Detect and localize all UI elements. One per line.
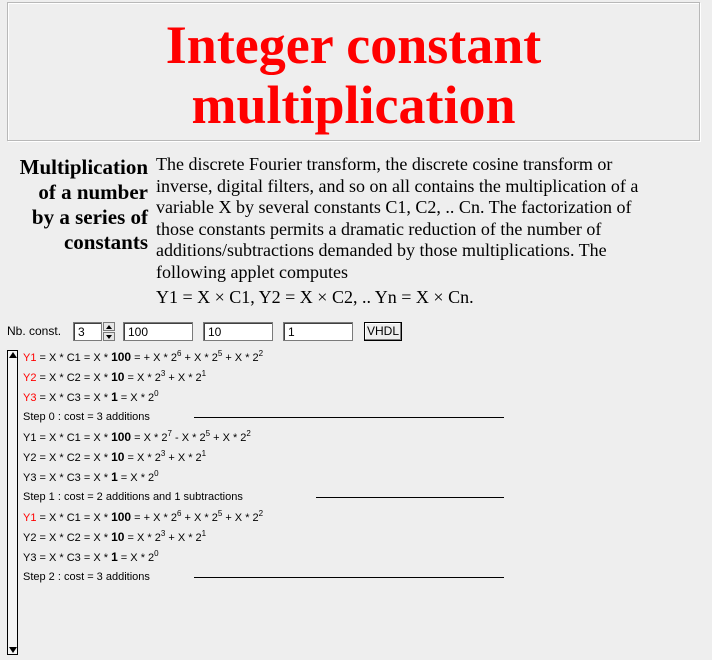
result-variable: Y1 xyxy=(23,432,37,444)
result-variable: Y2 xyxy=(23,532,37,544)
term-exponent: 5 xyxy=(217,509,223,518)
formula: Y1 = X × C1, Y2 = X × C2, .. Yn = X × Cn. xyxy=(156,287,474,307)
step-summary xyxy=(23,570,150,584)
term-exponent: 3 xyxy=(160,529,166,538)
term-exponent: 0 xyxy=(154,549,159,558)
section-heading-line: constants xyxy=(63,230,148,254)
term-exponent: 6 xyxy=(176,349,182,358)
term-base: + X * 2 xyxy=(222,512,259,524)
term-base: X * 2 xyxy=(130,472,155,484)
result-equals: = xyxy=(131,352,144,364)
title-panel xyxy=(7,2,700,141)
result-variable: Y2 xyxy=(23,452,37,464)
result-expression: = X * C3 = X * xyxy=(36,472,112,484)
result-variable: Y3 xyxy=(23,552,37,564)
result-equals: = xyxy=(124,372,137,384)
term-exponent: 5 xyxy=(205,429,211,438)
result-line xyxy=(23,390,159,405)
section-heading-line: by a series of xyxy=(31,205,148,229)
result-equals: = xyxy=(117,472,131,484)
term-base: X * 2 xyxy=(143,432,168,444)
title-line-2: multiplication xyxy=(191,75,516,135)
term-base: X * 2 xyxy=(136,452,161,464)
result-expression: = X * C3 = X * xyxy=(36,392,112,404)
term-base: + X * 2 xyxy=(143,512,177,524)
result-line xyxy=(23,530,206,545)
result-expression: = X * C2 = X * xyxy=(36,532,112,544)
arrow-up-icon xyxy=(9,352,17,358)
step-summary xyxy=(23,490,243,504)
result-variable: Y3 xyxy=(23,472,37,484)
term-exponent: 3 xyxy=(160,369,166,378)
term-exponent: 2 xyxy=(258,349,264,358)
term-exponent: 1 xyxy=(201,529,207,538)
term-exponent: 1 xyxy=(201,449,207,458)
description-line: The discrete Fourier transform, the discrete cosine transform or xyxy=(156,154,613,174)
term-base: + X * 2 xyxy=(210,432,247,444)
term-exponent: 1 xyxy=(201,369,207,378)
term-exponent: 0 xyxy=(154,469,159,478)
title-line-1: Integer constant xyxy=(165,15,542,75)
description-line: variable X by several constants C1, C2, .. Cn. The factorization of xyxy=(156,197,632,217)
constant-2-input[interactable]: 10 xyxy=(203,322,273,341)
term-base: + X * 2 xyxy=(181,512,218,524)
result-line xyxy=(23,370,206,385)
term-base: X * 2 xyxy=(130,552,155,564)
nb-const-decrement-button[interactable] xyxy=(103,332,115,341)
result-line xyxy=(23,350,263,365)
result-expression: = X * C1 = X * xyxy=(36,512,112,524)
result-variable: Y2 xyxy=(23,372,37,384)
result-expression: = X * C3 = X * xyxy=(36,552,112,564)
result-equals: = xyxy=(117,392,131,404)
term-base: + X * 2 xyxy=(165,372,202,384)
description-line: inverse, digital filters, and so on all contains the multiplication of a xyxy=(156,175,639,196)
nb-const-input[interactable]: 3 xyxy=(73,322,102,341)
result-expression: = X * C1 = X * xyxy=(36,352,112,364)
term-base: + X * 2 xyxy=(222,352,259,364)
term-base: + X * 2 xyxy=(165,532,202,544)
vhdl-button[interactable]: VHDL xyxy=(364,322,402,341)
term-base: X * 2 xyxy=(136,372,161,384)
result-equals: = xyxy=(124,532,137,544)
step-divider xyxy=(194,577,504,578)
result-line xyxy=(23,550,159,565)
term-exponent: 3 xyxy=(160,449,166,458)
scroll-down-button[interactable] xyxy=(8,645,17,654)
result-constant: 100 xyxy=(111,430,132,444)
arrow-down-icon xyxy=(9,647,17,653)
term-base: X * 2 xyxy=(130,392,155,404)
result-equals: = xyxy=(131,512,144,524)
description-line: following applet computes xyxy=(156,261,348,282)
result-constant: 100 xyxy=(111,350,132,364)
section-heading-line: Multiplication xyxy=(19,155,148,179)
result-line xyxy=(23,510,263,525)
result-expression: = X * C2 = X * xyxy=(36,372,112,384)
section-heading xyxy=(6,155,148,255)
term-base: + X * 2 xyxy=(181,352,218,364)
result-line xyxy=(23,470,159,485)
nb-const-increment-button[interactable] xyxy=(103,322,115,331)
result-constant: 1 xyxy=(111,390,118,404)
term-exponent: 2 xyxy=(246,429,251,438)
nb-const-label: Nb. const. xyxy=(7,324,62,338)
arrow-up-icon xyxy=(106,325,112,329)
term-exponent: 6 xyxy=(176,509,182,518)
term-base: + X * 2 xyxy=(143,352,177,364)
result-expression: = X * C1 = X * xyxy=(36,432,112,444)
result-variable: Y3 xyxy=(23,392,37,404)
result-expression: = X * C2 = X * xyxy=(36,452,112,464)
term-exponent: 2 xyxy=(258,509,264,518)
step-summary xyxy=(23,410,150,424)
term-base: + X * 2 xyxy=(165,452,202,464)
step-text: Step 2 : cost = 3 additions xyxy=(23,571,150,583)
result-equals: = xyxy=(117,552,131,564)
result-variable: Y1 xyxy=(23,352,37,364)
description-line: those constants permits a dramatic reduction of the number of xyxy=(156,218,602,239)
arrow-down-icon xyxy=(106,335,112,339)
term-exponent: 5 xyxy=(217,349,223,358)
step-text: Step 0 : cost = 3 additions xyxy=(23,411,150,423)
result-equals: = xyxy=(124,452,137,464)
step-divider xyxy=(194,417,504,418)
result-constant: 10 xyxy=(111,530,125,544)
term-base: - X * 2 xyxy=(171,432,206,444)
output-scrollbar[interactable] xyxy=(7,350,18,655)
step-text: Step 1 : cost = 2 additions and 1 subtractions xyxy=(23,491,243,503)
term-exponent: 0 xyxy=(154,389,159,398)
term-base: X * 2 xyxy=(136,532,161,544)
result-constant: 1 xyxy=(111,550,118,564)
result-line xyxy=(23,450,206,465)
description xyxy=(156,154,706,283)
scroll-up-button[interactable] xyxy=(8,351,17,360)
result-equals: = xyxy=(131,432,144,444)
result-constant: 10 xyxy=(111,370,125,384)
term-exponent: 7 xyxy=(167,429,172,438)
result-constant: 1 xyxy=(111,470,118,484)
step-divider xyxy=(316,497,504,498)
section-heading-line: of a number xyxy=(38,180,148,204)
result-variable: Y1 xyxy=(23,512,37,524)
description-line: additions/subtractions demanded by those multiplications. The xyxy=(156,240,607,260)
result-line xyxy=(23,430,251,445)
constant-3-input[interactable]: 1 xyxy=(283,322,353,341)
result-constant: 10 xyxy=(111,450,125,464)
result-constant: 100 xyxy=(111,510,132,524)
constant-1-input[interactable]: 100 xyxy=(123,322,193,341)
